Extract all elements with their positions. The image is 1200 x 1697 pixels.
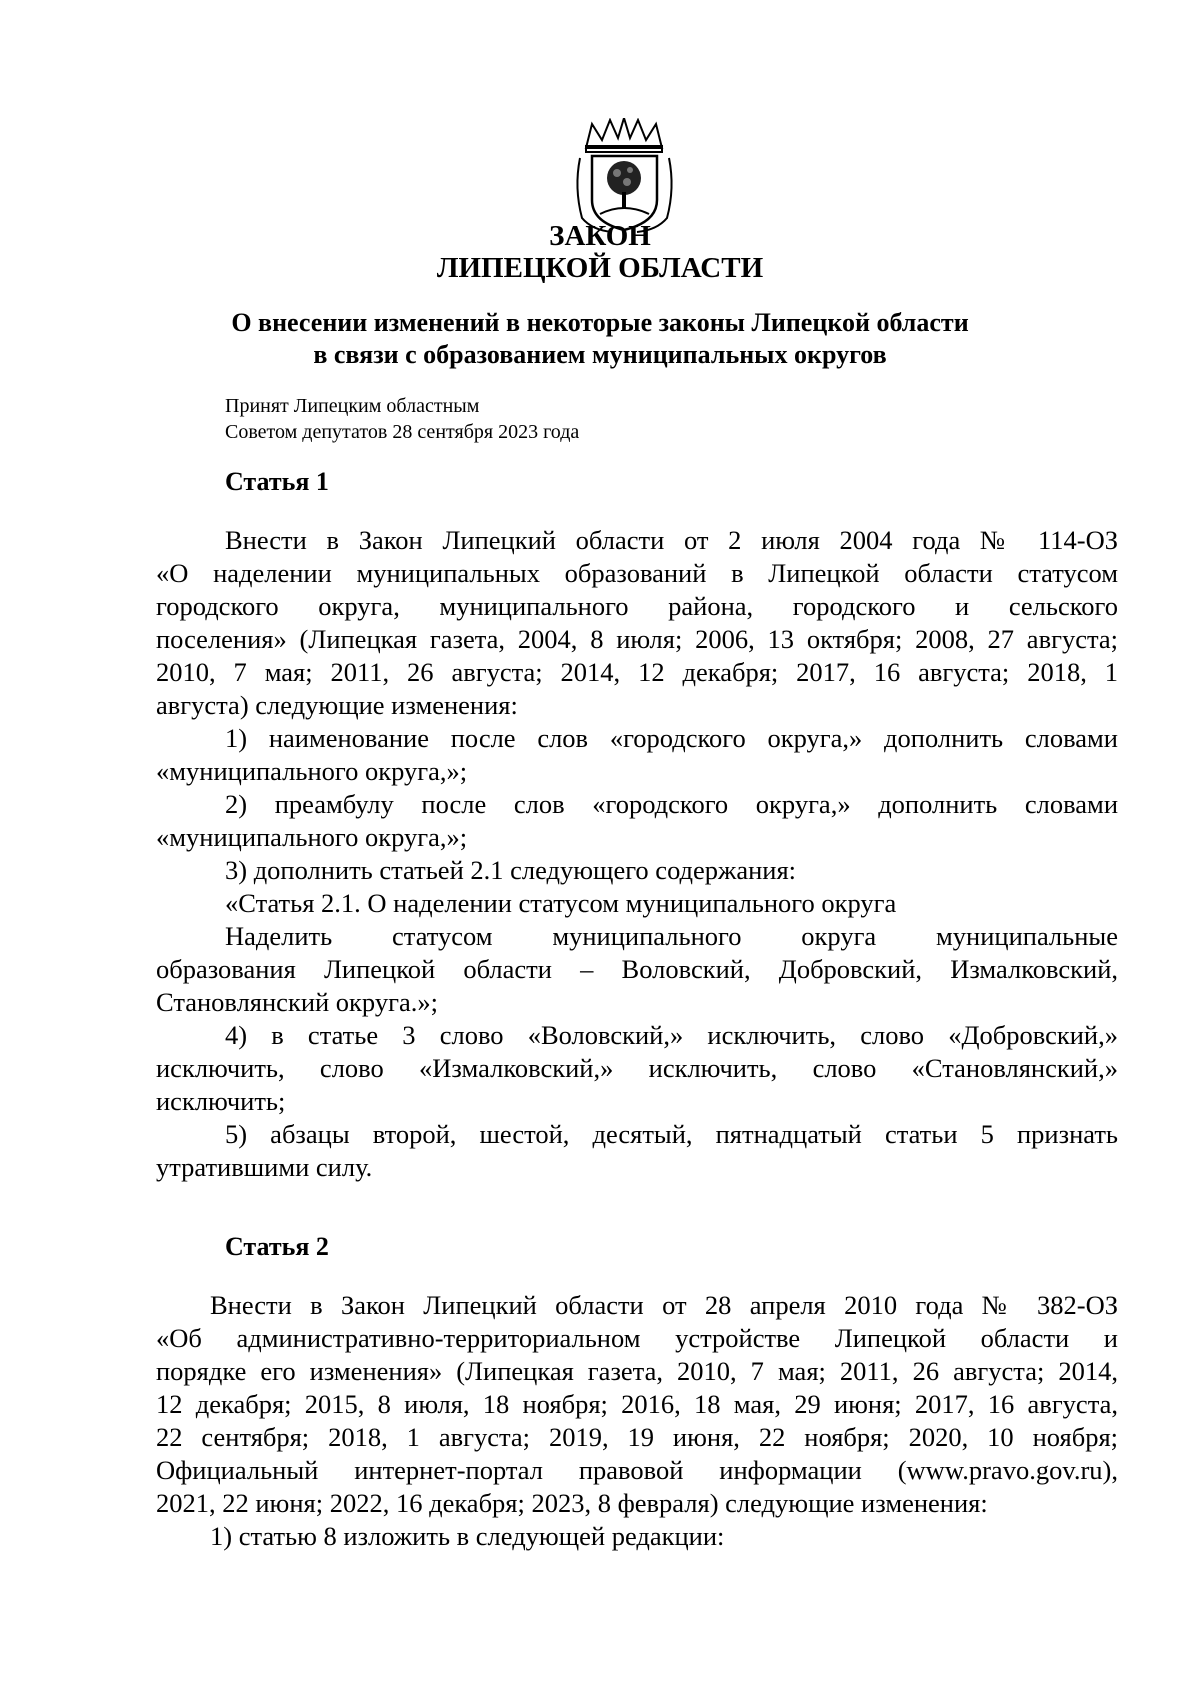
article-1-line: августа) следующие изменения: [156, 690, 518, 720]
article-1-line: «муниципального округа,»; [156, 756, 468, 786]
article-1-line: исключить, слово «Измалковский,» исключить, слово «Становлянский,» [156, 1053, 1118, 1083]
article-1-line: Внести в Закон Липецкий области от 2 июля 2004 года № 114-ОЗ [225, 525, 1118, 555]
article-1-line: 5) абзацы второй, шестой, десятый, пятнадцатый статьи 5 признать [225, 1119, 1118, 1149]
article-2-line: 22 сентября; 2018, 1 августа; 2019, 19 июня, 22 ноября; 2020, 10 ноября; [156, 1422, 1118, 1452]
article-1-line: Наделить статусом муниципального округа муниципальные [225, 921, 1118, 951]
article-1-line: «О наделении муниципальных образований в Липецкой области статусом [156, 558, 1118, 588]
article-2-line: Официальный интернет-портал правовой информации (www.pravo.gov.ru), [156, 1455, 1118, 1485]
article-2-line: 2021, 22 июня; 2022, 16 декабря; 2023, 8 февраля) следующие изменения: [156, 1488, 988, 1518]
article-1-line: «Статья 2.1. О наделении статусом муниципального округа [225, 888, 897, 918]
article-2-line: порядке его изменения» (Липецкая газета, 2010, 7 мая; 2011, 26 августа; 2014, [156, 1356, 1118, 1386]
article-1-line: 1) наименование после слов «городского округа,» дополнить словами [225, 723, 1118, 753]
article-1-line: образования Липецкой области – Воловский, Добровский, Измалковский, [156, 954, 1118, 984]
article-2-line: 1) статью 8 изложить в следующей редакции: [210, 1521, 725, 1551]
article-2-heading: Статья 2 [225, 1232, 329, 1261]
law-subject-line-1: О внесении изменений в некоторые законы Липецкой области [231, 308, 969, 337]
article-1-line: утратившими силу. [156, 1152, 373, 1182]
article-1-line: 2) преамбулу после слов «городского округа,» дополнить словами [225, 789, 1118, 819]
title-law: ЗАКОН [549, 220, 651, 252]
article-1-line: Становлянский округа.»; [156, 987, 438, 1017]
article-1-line: городского округа, муниципального района, городского и сельского [156, 591, 1118, 621]
article-2-line: Внести в Закон Липецкий области от 28 апреля 2010 года № 382-ОЗ [210, 1290, 1118, 1320]
article-1-line: 4) в статье 3 слово «Воловский,» исключить, слово «Добровский,» [225, 1020, 1118, 1050]
article-1-line: 2010, 7 мая; 2011, 26 августа; 2014, 12 декабря; 2017, 16 августа; 2018, 1 [156, 657, 1118, 687]
article-1-line: «муниципального округа,»; [156, 822, 468, 852]
adopted-by-line-2: Советом депутатов 28 сентября 2023 года [225, 421, 580, 443]
article-1-line: 3) дополнить статьей 2.1 следующего содержания: [225, 855, 797, 885]
adopted-by-line-1: Принят Липецким областным [225, 395, 480, 417]
article-1-heading: Статья 1 [225, 467, 329, 496]
article-2-line: «Об административно-территориальном устройстве Липецкой области и [156, 1323, 1118, 1353]
article-1-line: поселения» (Липецкая газета, 2004, 8 июля; 2006, 13 октября; 2008, 27 августа; [156, 624, 1118, 654]
title-region: ЛИПЕЦКОЙ ОБЛАСТИ [436, 252, 764, 284]
article-2-line: 12 декабря; 2015, 8 июля, 18 ноября; 2016, 18 мая, 29 июня; 2017, 16 августа, [156, 1389, 1118, 1419]
law-subject-line-2: в связи с образованием муниципальных округов [313, 340, 887, 369]
article-1-line: исключить; [156, 1086, 286, 1116]
